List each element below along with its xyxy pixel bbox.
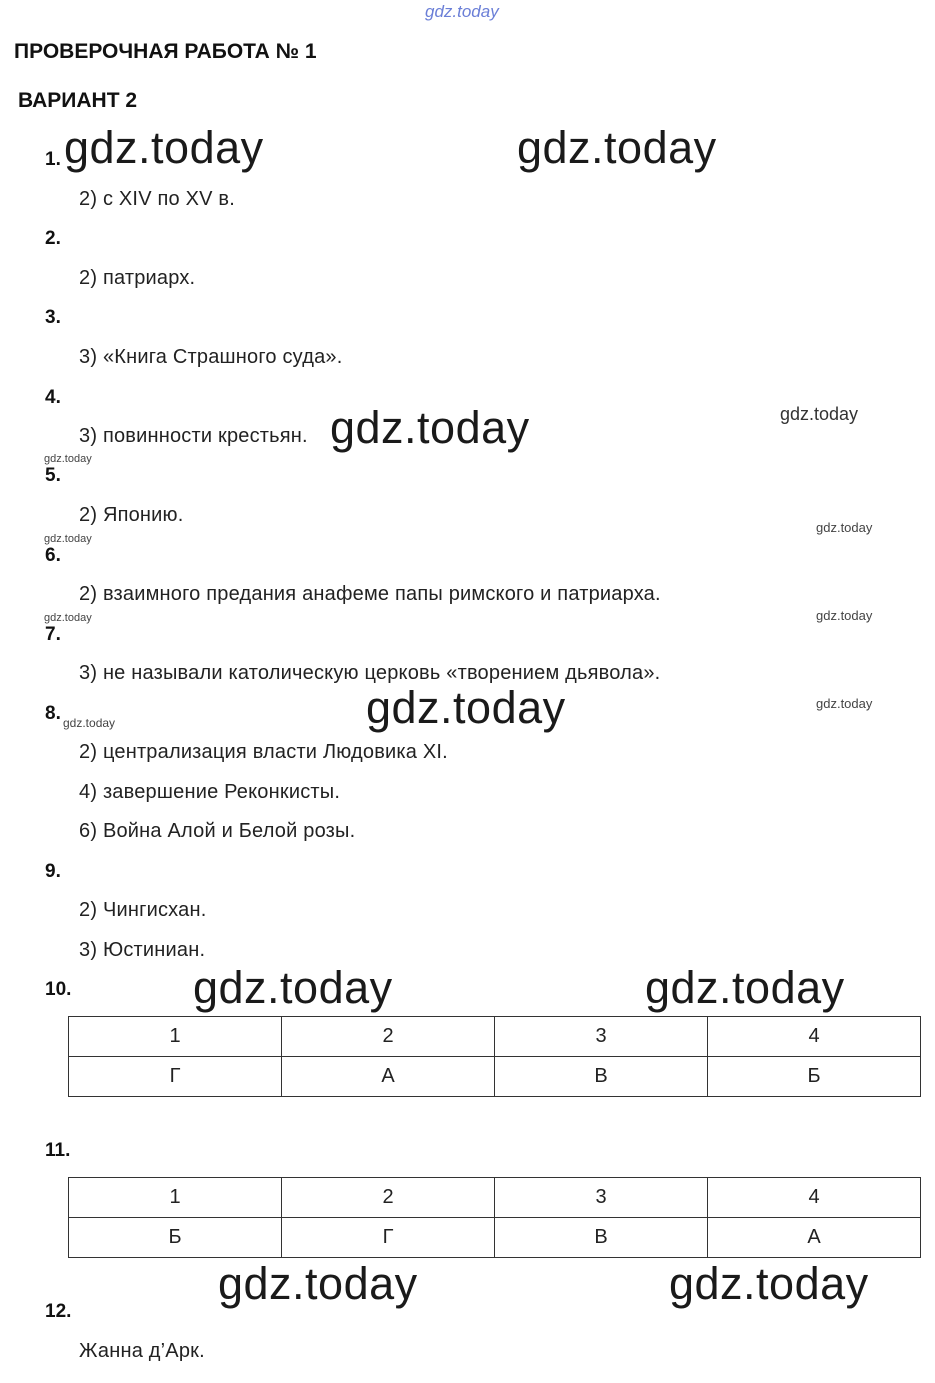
watermark: gdz.today: [645, 962, 845, 1013]
table-cell: Б: [69, 1218, 282, 1258]
answer-text: 4) завершение Реконкисты.: [79, 781, 341, 803]
watermark: gdz.today: [816, 608, 873, 623]
question-number: 8.: [45, 703, 61, 724]
answer-text: 2) взаимного предания анафеме папы римского и патриарха.: [79, 583, 661, 605]
answer-text: Жанна д’Арк.: [79, 1340, 205, 1362]
question-number: 3.: [45, 307, 61, 328]
watermark: gdz.today: [44, 533, 92, 545]
answer-text: 3) Юстиниан.: [79, 939, 206, 961]
answer-text: 2) централизация власти Людовика XI.: [79, 741, 448, 763]
page-title: ПРОВЕРОЧНАЯ РАБОТА № 1: [14, 40, 317, 63]
question-number: 12.: [45, 1301, 72, 1322]
answer-text: 2) с XIV по XV в.: [79, 188, 236, 210]
question-number: 2.: [45, 228, 61, 249]
answer-text: 3) повинности крестьян.: [79, 425, 308, 447]
answer-text: 2) патриарх.: [79, 267, 196, 289]
table-header-row: [69, 1017, 921, 1057]
watermark: gdz.today: [816, 696, 873, 711]
watermark: gdz.today: [517, 122, 717, 173]
watermark: gdz.today: [64, 122, 264, 173]
watermark: gdz.today: [44, 612, 92, 624]
table-cell: Г: [69, 1057, 282, 1097]
watermark: gdz.today: [218, 1258, 418, 1309]
table-cell: В: [495, 1218, 708, 1258]
table-cell: 2: [282, 1178, 495, 1218]
watermark: gdz.today: [780, 404, 859, 424]
table-row: [69, 1057, 921, 1097]
table-cell: 3: [495, 1178, 708, 1218]
watermark: gdz.today: [669, 1258, 869, 1309]
table-cell: А: [282, 1057, 495, 1097]
question-number: 5.: [45, 465, 61, 486]
table-cell: 2: [282, 1017, 495, 1057]
watermark: gdz.today: [63, 716, 116, 730]
answer-text: 3) «Книга Страшного суда».: [79, 346, 343, 368]
answer-text: 2) Чингисхан.: [79, 899, 207, 921]
variant-title: ВАРИАНТ 2: [18, 89, 138, 112]
answer-text: 3) не называли католическую церковь «творением дьявола».: [79, 662, 661, 684]
question-number: 6.: [45, 545, 61, 566]
answer-table-10: [68, 1016, 921, 1097]
answer-text: 2) Японию.: [79, 504, 184, 526]
table-cell: Г: [282, 1218, 495, 1258]
watermark: gdz.today: [330, 402, 530, 453]
table-cell: 4: [708, 1178, 921, 1218]
watermark: gdz.today: [366, 682, 566, 733]
question-number: 10.: [45, 979, 72, 1000]
table-cell: Б: [708, 1057, 921, 1097]
answer-table-11: [68, 1177, 921, 1258]
question-number: 4.: [45, 387, 61, 408]
watermark: gdz.today: [816, 520, 873, 535]
table-cell: А: [708, 1218, 921, 1258]
table-cell: 4: [708, 1017, 921, 1057]
question-number: 1.: [45, 149, 61, 170]
table-cell: 1: [69, 1017, 282, 1057]
watermark-top: gdz.today: [425, 2, 499, 21]
table-row: [69, 1218, 921, 1258]
table-cell: В: [495, 1057, 708, 1097]
answer-text: 6) Война Алой и Белой розы.: [79, 820, 356, 842]
watermark: gdz.today: [44, 453, 92, 465]
table-header-row: [69, 1178, 921, 1218]
table-cell: 1: [69, 1178, 282, 1218]
watermark: gdz.today: [193, 962, 393, 1013]
question-number: 11.: [45, 1140, 71, 1161]
question-number: 9.: [45, 861, 61, 882]
table-cell: 3: [495, 1017, 708, 1057]
question-number: 7.: [45, 624, 61, 645]
